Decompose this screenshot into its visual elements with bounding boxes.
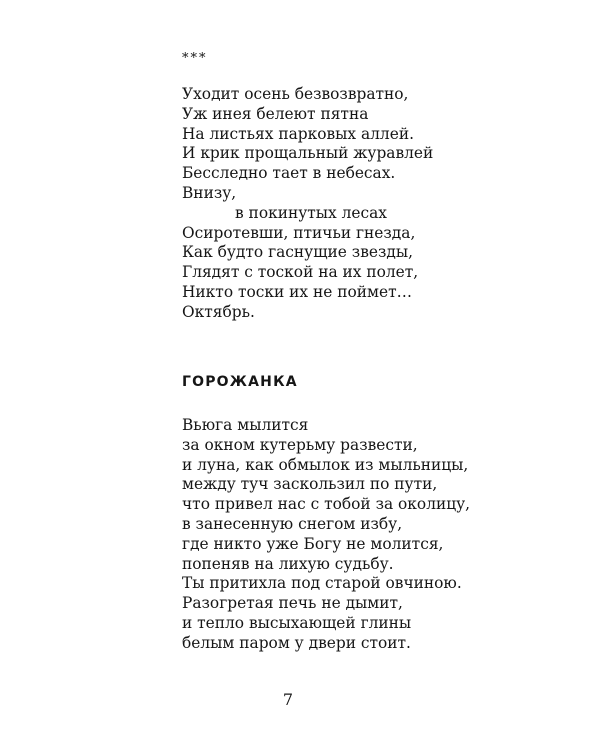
- poem-line: Бесследно тает в небесах.: [182, 164, 396, 183]
- poem-line: что привел нас с тобой за околицу,: [182, 495, 471, 514]
- poem-line-indented: в покинутых лесах: [235, 203, 387, 222]
- poem-line: между туч заскользил по пути,: [182, 475, 438, 494]
- poem-line: Уходит осень безвозвратно,: [182, 85, 409, 103]
- poem-line: Как будто гаснущие звезды,: [182, 243, 413, 262]
- poem-october: [182, 50, 562, 323]
- poem-line: Осиротевши, птичьи гнезда,: [182, 223, 416, 242]
- poem-line: Вьюга мылится: [182, 416, 309, 434]
- poem-line: и луна, как обмылок из мыльницы,: [182, 455, 469, 474]
- page-number: 7: [282, 690, 294, 709]
- poem-line: Разогретая печь не дымит,: [182, 594, 403, 613]
- poem-line: На листьях парковых аллей.: [182, 124, 414, 143]
- poem-line: И крик прощальный журавлей: [182, 144, 434, 163]
- poem-line: Уж инея белеют пятна: [182, 104, 369, 123]
- poem-lines: [182, 85, 562, 323]
- poem-lines: [182, 416, 562, 654]
- poem-gorozhanka: [182, 372, 562, 654]
- poem-line: белым паром у двери стоит.: [182, 633, 411, 652]
- poem-line: Октябрь.: [182, 302, 255, 321]
- poem-line: где никто уже Богу не молится,: [182, 534, 444, 553]
- poem-line: попеняв на лихую судьбу.: [182, 554, 394, 573]
- poem-line: в занесенную снегом избу,: [182, 514, 403, 533]
- poem-line: и тепло высыхающей глины: [182, 613, 412, 632]
- poem-title: ГОРОЖАНКА: [182, 374, 298, 390]
- poem-line: за окном кутерьму развести,: [182, 435, 418, 454]
- poem-line: Никто тоски их не поймет…: [182, 282, 412, 301]
- poem-separator: ***: [182, 51, 208, 66]
- poem-line: Ты притихла под старой овчиною.: [182, 574, 462, 593]
- poem-line: Внизу,: [182, 183, 237, 202]
- poem-line: Глядят с тоской на их полет,: [182, 263, 419, 282]
